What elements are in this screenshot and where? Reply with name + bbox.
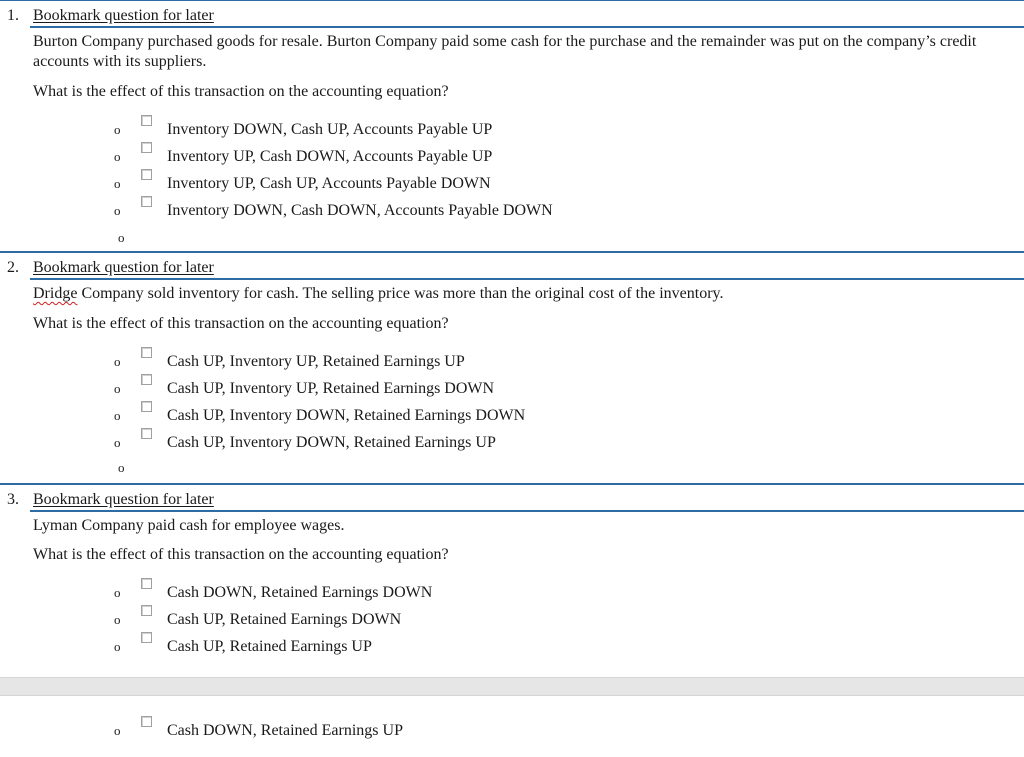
answer-label: Cash UP, Inventory UP, Retained Earnings DOWN (167, 380, 495, 397)
bullet-icon: o (114, 354, 121, 369)
header-divider (30, 26, 1024, 28)
question-number: 1. (7, 7, 19, 24)
question-prompt: What is the effect of this transaction on the accounting equation? (33, 546, 449, 563)
question-divider (0, 483, 1024, 485)
answer-option[interactable] (110, 609, 710, 631)
bullet-icon: o (114, 435, 121, 450)
checkbox[interactable] (141, 401, 152, 412)
checkbox[interactable] (141, 605, 152, 616)
bullet-icon: o (114, 122, 121, 137)
answer-option[interactable] (110, 405, 710, 427)
answer-label: Cash UP, Inventory UP, Retained Earnings UP (167, 353, 465, 370)
answer-label: Cash UP, Inventory DOWN, Retained Earnings UP (167, 434, 496, 451)
bullet-icon: o (114, 408, 121, 423)
question-number: 2. (7, 259, 19, 276)
top-divider (0, 0, 1024, 1)
bullet-icon: o (118, 230, 125, 245)
bullet-icon: o (114, 176, 121, 191)
answer-option[interactable] (110, 200, 710, 222)
question-text: Lyman Company paid cash for employee wages. (33, 517, 345, 534)
answer-label: Cash UP, Retained Earnings UP (167, 638, 372, 655)
answer-option[interactable] (110, 582, 710, 604)
answer-label: Inventory DOWN, Cash DOWN, Accounts Payable DOWN (167, 202, 553, 219)
checkbox[interactable] (141, 716, 152, 727)
bullet-icon: o (114, 585, 121, 600)
bookmark-link[interactable]: Bookmark question for later (33, 491, 214, 508)
checkbox[interactable] (141, 632, 152, 643)
question-header (0, 486, 1024, 510)
question-header (0, 2, 1024, 26)
question-text-rest: Company sold inventory for cash. The selling price was more than the original cost of the inventory. (77, 285, 724, 302)
header-divider (30, 278, 1024, 280)
answer-label: Inventory DOWN, Cash UP, Accounts Payable UP (167, 121, 493, 138)
bullet-icon: o (114, 149, 121, 164)
question-text (33, 284, 1008, 304)
answer-option[interactable] (110, 432, 710, 454)
bullet-icon: o (118, 460, 125, 475)
checkbox[interactable] (141, 142, 152, 153)
bullet-icon: o (114, 203, 121, 218)
checkbox[interactable] (141, 347, 152, 358)
checkbox[interactable] (141, 169, 152, 180)
answer-label: Inventory UP, Cash DOWN, Accounts Payable UP (167, 148, 493, 165)
answer-option[interactable] (110, 720, 710, 742)
answer-option[interactable] (110, 636, 710, 658)
answer-option[interactable] (110, 378, 710, 400)
checkbox[interactable] (141, 578, 152, 589)
question-text: Burton Company purchased goods for resale. Burton Company paid some cash for the purchase and the remainder was put on the company’s credit accounts with its suppliers. (33, 33, 977, 70)
bullet-icon: o (114, 612, 121, 627)
answer-option[interactable] (110, 119, 710, 141)
bookmark-link[interactable]: Bookmark question for later (33, 7, 214, 24)
question-number: 3. (7, 491, 19, 508)
page-break-band (0, 677, 1024, 696)
question-prompt: What is the effect of this transaction on the accounting equation? (33, 315, 449, 332)
header-divider (30, 510, 1024, 512)
bookmark-link[interactable]: Bookmark question for later (33, 259, 214, 276)
checkbox[interactable] (141, 428, 152, 439)
answer-option[interactable] (110, 146, 710, 168)
answer-label: Cash DOWN, Retained Earnings UP (167, 722, 403, 739)
answer-label: Inventory UP, Cash UP, Accounts Payable DOWN (167, 175, 491, 192)
question-prompt: What is the effect of this transaction on the accounting equation? (33, 83, 449, 100)
bullet-icon: o (114, 639, 121, 654)
checkbox[interactable] (141, 115, 152, 126)
answer-option[interactable] (110, 173, 710, 195)
checkbox[interactable] (141, 196, 152, 207)
answer-label: Cash DOWN, Retained Earnings DOWN (167, 584, 433, 601)
spellcheck-flagged-word[interactable]: Dridge (33, 285, 78, 302)
bullet-icon: o (114, 381, 121, 396)
answer-option[interactable] (110, 351, 710, 373)
question-divider (0, 251, 1024, 253)
bullet-icon: o (114, 723, 121, 738)
question-header (0, 254, 1024, 278)
answer-label: Cash UP, Inventory DOWN, Retained Earnings DOWN (167, 407, 526, 424)
answer-label: Cash UP, Retained Earnings DOWN (167, 611, 402, 628)
checkbox[interactable] (141, 374, 152, 385)
